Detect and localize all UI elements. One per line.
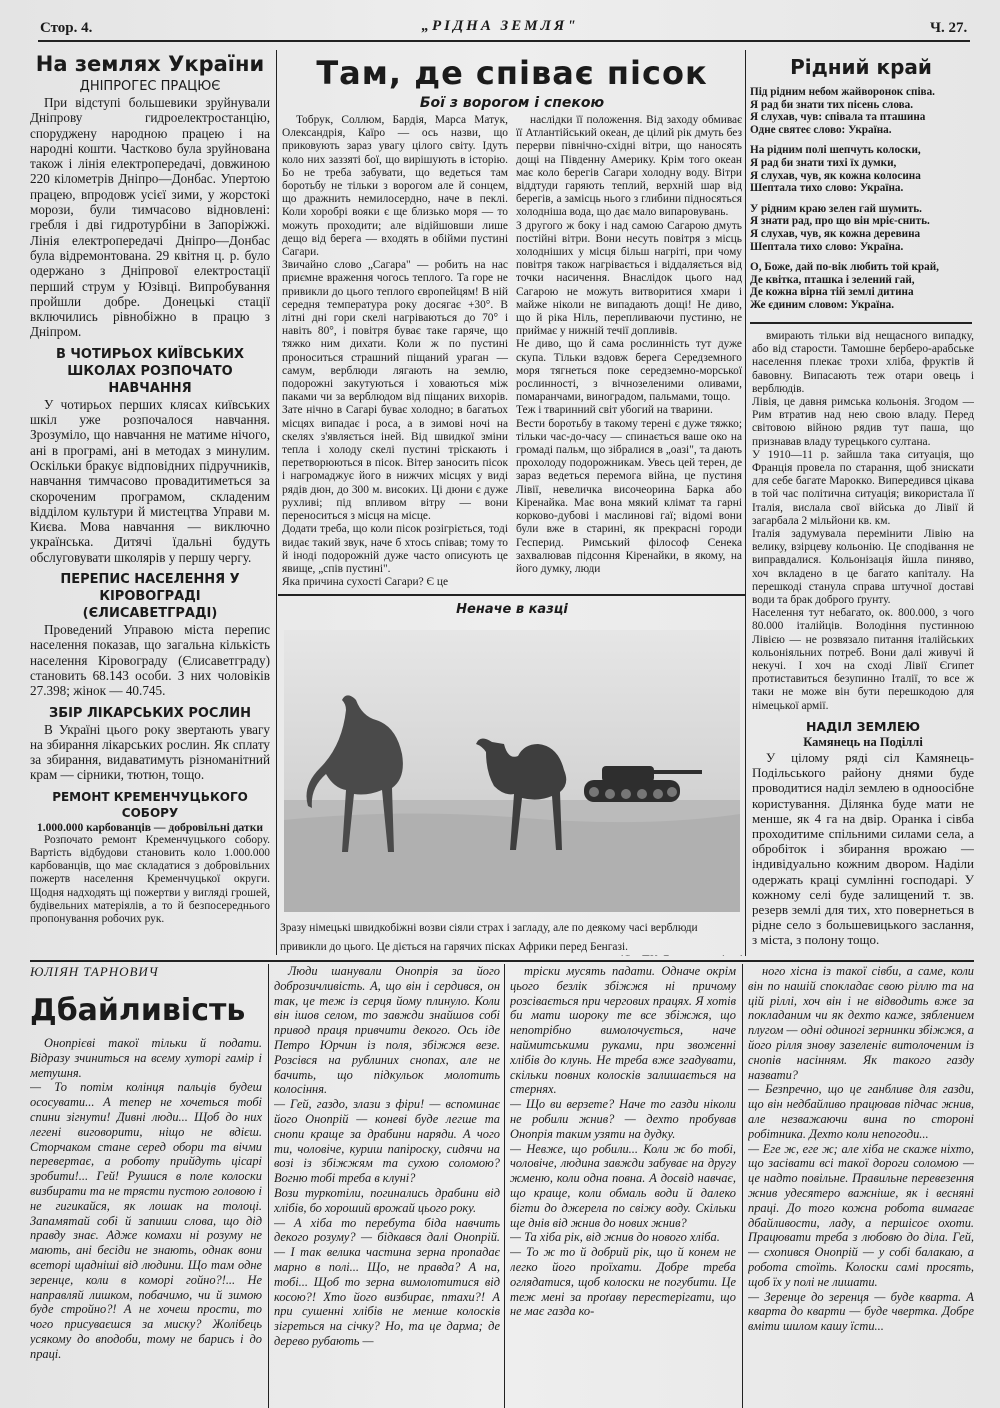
poem-line: На рідним полі шепчуть колоски,	[750, 144, 921, 157]
poem-line: Шептала тихо слово: Україна.	[750, 240, 904, 253]
poem-line: Я слухав, чув, як кожна деревина	[750, 227, 921, 240]
paper-name: „РІДНА ЗЕМЛЯ"	[421, 18, 579, 34]
photo-credit	[619, 954, 744, 956]
story-column	[510, 964, 736, 1408]
caption-text: Зразу німецькі швидкобіжні возви сіяли страх і загладу, але по деякому часі верблюди привикли до цього. Це діється на гарячих пісках Африки перед Бенгазі.	[280, 922, 698, 954]
poem-line: Я слухав, чув: співала та пташина	[750, 111, 926, 124]
section-rule	[278, 594, 745, 596]
article-text: В Україні цього року звертають увагу на збирання лікарських рослин. Як сплату за збирання, видаватимуть різноманітний крам — сірники, тютюн, тощо.	[30, 721, 270, 783]
poem-line: Шептала тихо слово: Україна.	[750, 182, 904, 195]
article-title: Там, де співає пісок	[316, 54, 708, 92]
poem-line: Під рідним небом жайворонок співа.	[750, 86, 935, 98]
article-column	[282, 114, 508, 591]
story-column	[748, 964, 974, 1408]
column-rule	[268, 964, 269, 1408]
article-text: У цілому ряді сіл Камянець-Подільського району днями буде проводитися наділ землею в одноосібне користування. Ділянка буде мати не менше, як 4 га на двір. Оранка і сівба проходитиме спільними силами села, а обробіток і збирання врожаю — індивідуально кожним двором. Наділи одержать краці сумлінні господарі. У кожному селі буде залищений т. зв. резерв землі для тих, хто повернеться в рідне село з большевицького заслання, з міста, з полону тощо.	[752, 749, 974, 948]
poem-line: Одне святеє слово: Україна.	[750, 123, 892, 136]
poem-line: Я рад би знати тихі їх думки,	[750, 156, 897, 169]
story-text: тріски мусять падати. Одначе окрім цього безлік збіжжя ні причому розсівається при чергових працях. Я хотів би мати шороку те все збіжжя, що непотрібно вимолочується, наче наймитськими руками, при звоженні хлібів до клунь. Не треба вже згадувати, скільки повних колосків залишається на стернях. — Що ви верзете? Наче то газди ніколи не робили жнив? — дехто пробував Онопрія таким узяти на дудку. — Невже, що робили... Коли ж бо тобі, чоловіче, людина завжди забуває на другу жменю, коли одна повна. А досвід навчає, що краще, коли обмаль води й далеко бігти до джерела по свіжу воду. Скільки ще днів від жнив до нових жнив? — Та хіба рік, від жнив до нового хліба. — То ж то й добрий рік, що й конем не легко його проїхати. Добре треба оглядатися, щоб колоски не погубити. Це теж мені за проґаву перестерігати, що не має газда ко-	[510, 964, 736, 1319]
article-text: Проведений Управою міста перепис населення показав, що загальна кількість населення Кіровограду (Єлисаветграду) становить 68.143 особи. З них чоловіків 27.398; жінок — 40.745.	[30, 622, 270, 699]
article-heading: ДНІПРОГЕС ПРАЦЮЄ	[79, 79, 221, 94]
article-text: Розпочато ремонт Кременчуцького собору. Вартість відбудови становить коло 1.000.000 карбованців, що має складатися з добровільних пожертв населення Кременчуцької округи. Щодня надходять щі пожертви у вигляді грошей, будівельних матеріялів, а то й безпосереднього пропонування робочих рук.	[30, 833, 270, 925]
section-rule	[750, 322, 972, 324]
article-subheading: 1.000.000 карбованців — добровільні датки	[36, 820, 264, 834]
photo-caption	[280, 916, 744, 956]
article-text: наслідки її положення. Від заходу обмиває її Атлантійський океан, де цілий рік дмуть без перерви північно-східні вітри, що наносять дощі на Південну Америку. Крім того океан має коло берегів Сагари холодну воду. Вітри віддтуди гаряють теплий, верхній шар від берегів, а замісць нього з глибини підносяться холодніша вода, що дає мало випаровувань. З другого ж боку і над самою Сагарою дмуть постійні вітри. Вони несуть повітря з місць холодніших у місця більш нагріті, при чому повітря також нагрівається і віддаляється від точки насичення. Внаслідок цього над Сагарою не можуть витворитися хмари і майже ніколи не випадають дощі! Не диво, що й ріка Ніль, перепливаючи пустиню, не приймає у нижній течії допливів. Не диво, що й сама рослинність тут дуже скупа. Тільки вздовж берега Середземного моря тягнеться поке середземно-морської рослинності, з вічнозеленими оливами, помаранчами, виноградом, пальмами, тощо. Теж і тваринний світ убогий на тварини. Вести боротьбу в такому терені є дуже тяжко; тільки час-до-часу — спинається ваше око на громаді пальм, що зібралися в „оазі", та дають прохолоду подорожникам. Увесь цей терен, де зараз ведеться перемога війна, це пустиня Лівії, невеличка височеорина Барка або Кіренайка. Має вона мякий клімат та гарні корково-дубові і маслинові гаї; відомі вони були вже в старині, як прекрасні городи Гесперид. Римський філософ Сенека захвалював підсоння Кіренайки, в якому, на його думку, люди	[516, 114, 742, 575]
story-text: Люди шанували Онопрія за його доброзичливість. А, що він і сердився, он так, це теж із серця йому плинуло. Коли він ішов селом, то завжди знайшов собі привод праця привчити декого. Ось іде Петро Юрчин із поля, збіжжя везе. Розсівся на рублиних снопах, але не бачить, що підкульок молотить колосіння. — Гей, газдо, злази з фіри! — вспоминає його Онопрій — коневі буде легше та снопи краще за драбини наряди. А чого ти, чоловіче, куриш папіроску, сидячи на возі із збіжжям та сухою соломою? Вогню тобі треба в клуні? Вози туркотіли, погинались драбини від хлібів, бо хороший врожай цього року. — А хіба то перебута біда навчить декого розуму? — бідкався далі Онопрій. — І так велика частина зерна пропадає марно в полі... Що, не правда? А на, тобі... Щоб то зерна вимолотитися від косою?! Хто його визбирає, птахи?! А при сушенні хлібів не менше колосків зігреться на січку? Но, та це дарма; де дерево рубають —	[274, 964, 500, 1348]
poem-stanza	[750, 144, 972, 194]
section-rule	[30, 960, 974, 962]
article-heading: ПЕРЕПИС НАСЕЛЕННЯ У КІРОВОГРАДІ (ЄЛИСАВЕТГРАДІ)	[60, 572, 240, 622]
article-column	[516, 114, 742, 591]
article-text: вмирають тільки від нещасного випадку, або від старости. Тамошне берберо-арабське населення плекає трохи хліба, фруктів й бавовну. Випасають теж отари овець і верблюдів. Лівія, це давня римська кольонія. Згодом — Рим втратив над нею свою владу. Перед світовою війною рядив тут паша, що признавав владу турецького султана. У 1910—11 р. зайшла така ситуація, що Франція провела по старання, щоб знискати для себе багате Марокко. Випередився цікава в той час політична ситуація; використала її Італія, вислала свої війська до Лівії й загарбала 2 мільйони кв. км. Італія задумувала перемінити Лівію на велику, взірцеву кольонію. Це сподівання не виправдалися. Кольонізація йшла пиняво, хоч вкладено в це багато капіталу. На перешкоді станула справа штучної доставі води та брак доброго ґрунту. Населення тут небагато, ок. 800.000, з чого 80.000 італійців. Володіння пустинною Лівією — не розвязало питання італійських кольоніяльних потреб. Вони далі живучі й некучі. І хоч на сході Лівії Єгипет протиставиться безупинно Італії, то все ж таки не може він бути перешкодою для німецької армії.	[752, 330, 974, 712]
section-title: На землях України	[35, 52, 265, 76]
desert-photo	[284, 630, 740, 912]
photo-heading: Неначе в казці	[456, 602, 568, 617]
poem-stanza	[750, 203, 972, 253]
poem-line: Я слухав, чув, як кожна колосина	[750, 169, 921, 182]
column-rule	[276, 50, 277, 955]
column-rule	[504, 964, 505, 1408]
sahara-article	[282, 46, 742, 591]
poem-line: О, Боже, дай по-вік любить той край,	[750, 261, 939, 274]
poem-stanza	[750, 261, 972, 311]
poem-stanza	[750, 86, 972, 136]
poem-line: Де квітка, пташка і зелений гай,	[750, 273, 915, 286]
article-heading: РЕМОНТ КРЕМЕНЧУЦЬКОГО СОБОРУ	[52, 789, 248, 820]
story-column	[30, 964, 262, 1408]
poem-title: Рідний край	[790, 55, 932, 79]
article-subheading: Камянець на Поділлі	[803, 734, 923, 749]
poem-line: Я знати рад, про що він мріє-снить.	[750, 215, 930, 228]
poem-block	[750, 46, 972, 318]
story-title: Дбайливість	[30, 993, 246, 1028]
article-heading: НАДІЛ ЗЕМЛЕЮ	[805, 718, 921, 734]
story-text: ного хісна із такої сівби, а саме, коли він по нашій спокладає свою ріллю та на цій ріллі, хоч він і не відводить вже за покладаним чи як дехто каже, зяблением плугом — одні одиногі зернинки збіжжя, а його рілля знову зазеленіє витолоченим із снопів насінням. Як такого газду назвати? — Безпречно, що це ганбливе для газди, що він недбайливо працював підчас жнив, але незважаючи вина по стороні робітника. Дехто коли непогоди... — Еге ж, еге ж; але хіба не скаже ніхто, що засівати всі такої дороги соломою — це надто повільне. Правильне перевезення жнив удесятеро важніше, як і весняні праці. До того кожна робота вимагає дбайливости, ладу, а першісоє охоти. Працювати треба з любовю до діла. Гей, — схопився Онопрій — у собі балакаю, а робота стоїть. Колоски самі просять, щоб їх у полі не лишати. — Зеренце до зеренця — буде кварта. А кварта до кварти — буде чвертка. Добре вміти шилом кашу їсти...	[748, 964, 974, 1334]
article-heading: ЗБІР ЛІКАРСЬКИХ РОСЛИН	[48, 705, 252, 721]
article-text: У чотирьох перших клясах київських шкіл уже розпочалося навчання. Зрозуміло, що навчання не матиме нічого, ані в програмі, ані в методах з минулим. Оскільки бракує відповідних підручників, навчання тимчасово провадитиметься за скороченим програмом, складеним відділом культури й мистецтва Управи м. Києва. Мова навчання — виключно українська. Дитячі їдальні будуть обслуговувати школярів у першу чергу.	[30, 396, 270, 565]
libya-column	[752, 330, 974, 956]
photo-block	[280, 598, 744, 956]
issue-number: Ч. 27.	[930, 20, 968, 36]
article-text: Тобрук, Соллюм, Бардія, Марса Матук, Олександрія, Каїро — ось назви, що приковують зараз увагу цілого світу. Ідуть коло них заззяті бої, що вирішують в історію. Бо не треба забувати, що ведеться там боротьбу не тільки з ворогом але й сонцем, що дражнить немилосердно, наче в пеклі. Коли хоробрі вояки є ще близько моря — то можуть проходити; але відійшовши лише дещо від берега — входять в обійми пустині Сагари. Звичайно слово „Сагара" — робить на нас приємне враження чогось теплого. Та горе не привикли до цього теплого європейцям! В ній середня температура року досягає +30°. В літні дні гори скелі нагріваються до 70° і навіть 80°, і повітря буває таке гаряче, що тяжко ним дихати. Коли ж по пустині проноситься страшний піщаний ураган — самум, верблюди лягають на землю, подорожні закутуються і ховаються між паками чи за верблюдом від піщаних вихорів. Зате нічно в Сагарі буває холодно; в багатьох місцях випадає і роса, а в зимові ночі на скелях з'являється іней. Від швидкої зміни тепла і холоду скелі пустині тріскають і перетворюються в пісок. Вітер заносить пісок і нагромаджує його в нижчих місцях у виді рядів дюн, до 300 м. високих. Ці дюни є дуже рухливі; під впливом вітру — вони переноситься з місця на місце. Додати треба, що коли пісок розігріється, тоді видає такий звук, наче б хтось співав; тому то й іноді подорожній дуже часто описують це явище, „спів пустині". Яка причина сухості Сагари? Є це	[282, 114, 508, 589]
article-subtitle: Бої з ворогом і спекою	[419, 95, 605, 111]
article-text: При відступі большевики зруйнували Дніпрову гидроелектростанцію, споруджену народною працею і на народні кошти. Частково була зруйнована також і лінія електропередачі, довжиною 220 кілометрів Дніпро—Донбас. Упертою працею, впродовж усієї зими, у жорстокі морози, були тимчасово відновлені: гребля і дві гидротурбіни в Запоріжжі. Лінія електропередачі Дніпро—Донбас була відремонтована. 29 квітня ц. р. було одержано з Дніпрової електростації перший струм у Юзівці. Випробування пройшли добре. Донецькі стації включились рівнобіжно в працю з Дніпром.	[30, 95, 270, 340]
header-rule	[38, 40, 970, 42]
poem-line: Же єдиним словом: Україна.	[750, 298, 895, 311]
column-rule	[745, 50, 746, 956]
article-heading: В ЧОТИРЬОХ КИЇВСЬКИХ ШКОЛАХ РОЗПОЧАТО НАВЧАННЯ	[55, 346, 244, 396]
column-rule	[742, 964, 743, 1408]
story-text: Онопрієві такої тільки й подати. Відразу зчиниться на всему хуторі гамір і метушня. — То потім колінця пальців будеш ососувати... А тепер не хочеться тобі спини зігнути! Дивні люди... Щоб до них легені виговорити, ніщо не вдієш. Сторчаком стане серед обори та вічми перевертає, а роботу прийдуть цісарі зробити!... Гей! Рушися в поле колоски визбирати та не трясти пустою головою і не гигикайся, як лошак на толоці. Запамятай собі й запиши слова, що дід правду знає. Адже комахи ні розуму не мають, ані бесіди не знають, однак вони всеторі щадніші від людини. Що там одне зеренце, коли в коморі гойно?!... Не направляй лишком, побачимо, чи й зимою буде стройно?! А не хочеш прости, то чого присуваєшся за миску? Жолібець усякому до вподоби, тому не барись і до праці.	[30, 1036, 262, 1361]
story-author: ЮЛІЯН ТАРНОВИЧ	[30, 964, 159, 979]
story-section	[30, 964, 974, 1408]
page-number: Стор. 4.	[40, 20, 93, 36]
poem-line: Де кожна вірна тій землі дитина	[750, 286, 914, 299]
story-column	[274, 964, 500, 1408]
poem-line: У рідним краю зелен гай шумить.	[750, 202, 922, 215]
ukraine-news-column	[30, 46, 270, 958]
poem-line: Я рад би знати тих пісень слова.	[750, 98, 914, 111]
